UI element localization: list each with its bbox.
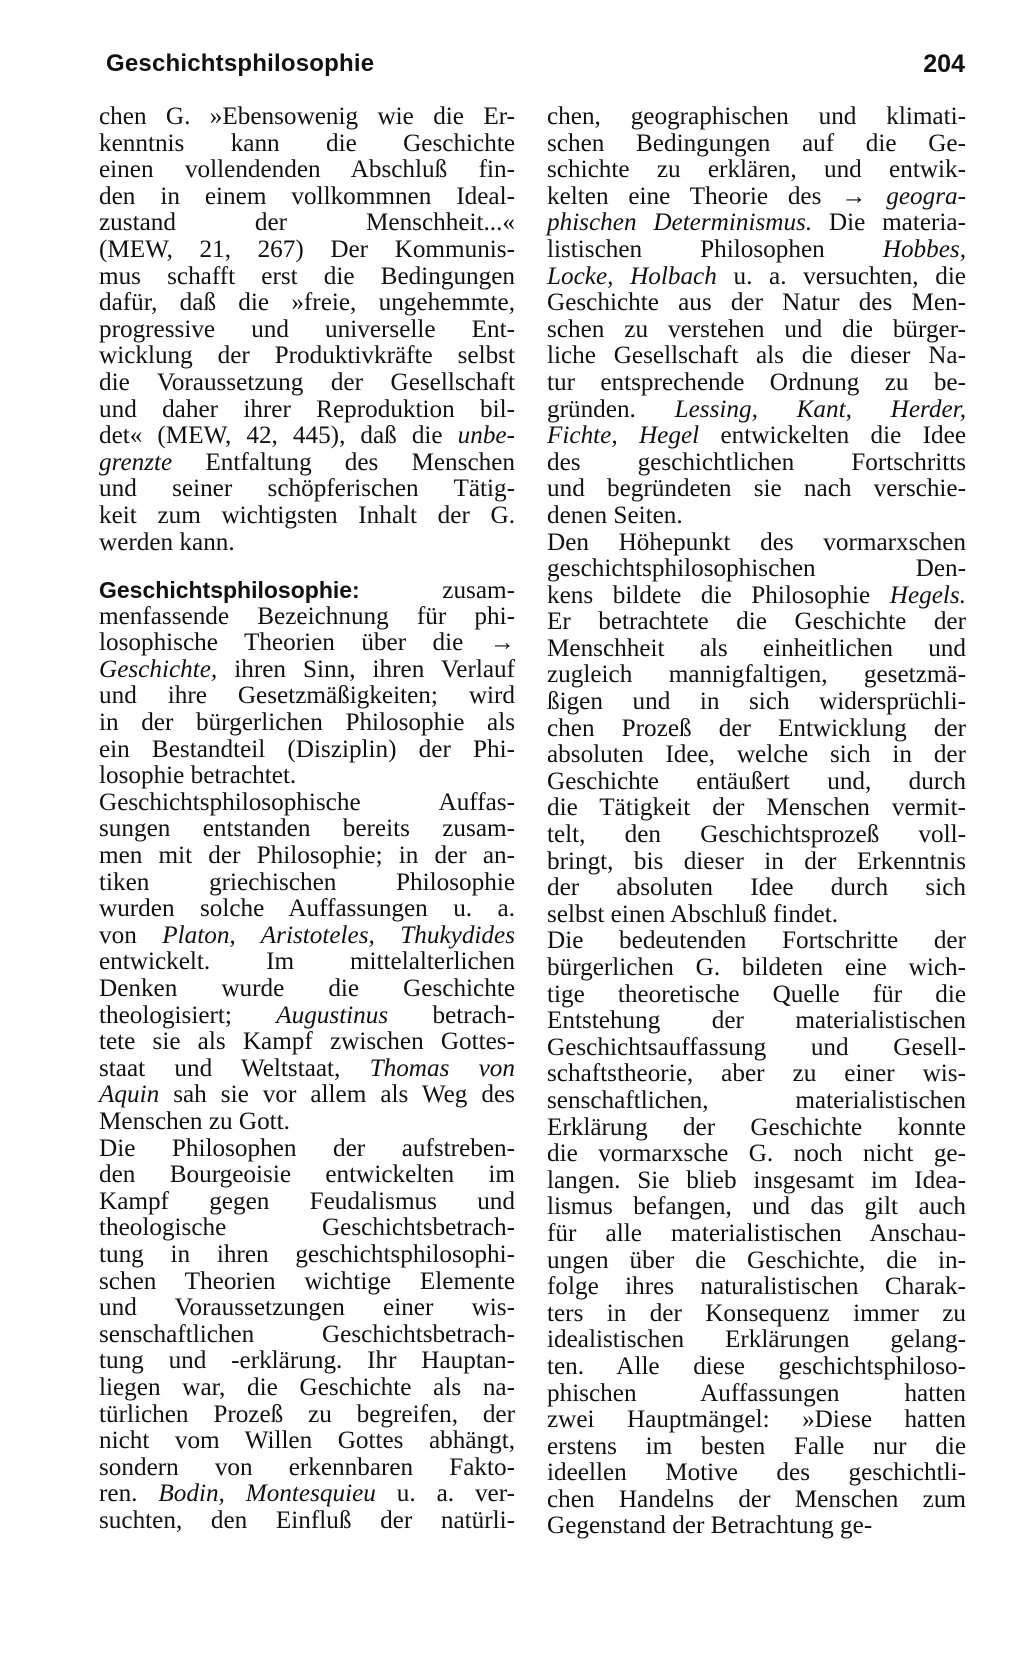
page-header [0,0,1024,100]
text-line: und begründeten sie nach verschie- [547,475,966,503]
text-line: Aquin sah sie vor allem als Weg des [99,1081,515,1109]
text-line: Erklärung der Geschichte konnte [547,1113,966,1141]
text-line: tung und -erklärung. Ihr Hauptan- [99,1347,515,1375]
text-line: sungen entstanden bereits zusam- [99,815,515,843]
text-line: chen G. »Ebensowenig wie die Er- [99,103,515,130]
text-line: ten. Alle diese geschichtsphiloso- [547,1352,966,1380]
text-line: ungen über die Geschichte, die in- [547,1246,966,1274]
text-line: Die bedeutenden Fortschritte der [547,927,966,955]
left-text-column [99,104,515,1534]
text-line: progressive und universelle Ent- [99,315,515,343]
text-line: Den Höhepunkt des vormarxschen [547,528,966,556]
text-line: des geschichtlichen Fortschritts [547,448,966,476]
text-line: Geschichtsphilosophische Auffas- [99,788,515,816]
text-line: schen Theorien wichtige Elemente [99,1267,515,1295]
text-line: Menschheit als einheitlichen und [547,634,966,662]
text-line: liegen war, die Geschichte als na- [99,1373,515,1401]
text-line: tung in ihren geschichtsphilosophi- [99,1240,515,1268]
text-line: senschaftlichen, materialistischen [547,1086,966,1114]
text-line: suchten, den Einfluß der natürli- [99,1506,515,1534]
text-line: ideellen Motive des geschichtli- [547,1459,966,1487]
text-line: ters in der Konsequenz immer zu [547,1299,966,1327]
text-line: bürgerlichen G. bildeten eine wich- [547,954,966,981]
text-line: wicklung der Produktivkräfte selbst [99,342,515,370]
text-line: Die Philosophen der aufstreben- [99,1134,515,1162]
text-line: der absoluten Idee durch sich [547,874,966,902]
text-line: den Bourgeoisie entwickelten im [99,1161,515,1189]
text-line: in der bürgerlichen Philosophie als [99,709,515,737]
text-line: schen Bedingungen auf die Ge- [547,129,966,157]
text-line: sondern von erkennbaren Fakto- [99,1453,515,1481]
text-line: und Voraussetzungen einer wis- [99,1294,515,1322]
text-line: det« (MEW, 42, 445), daß die unbe- [99,422,515,450]
text-line: staat und Weltstaat, Thomas von [99,1054,515,1082]
text-line: langen. Sie blieb insgesamt im Idea- [547,1166,966,1194]
text-line: für alle materialistischen Anschau- [547,1219,966,1247]
text-line: ßigen und in sich widersprüchli- [547,688,966,716]
text-line: denen Seiten. [547,501,683,529]
text-line: Geschichte entäußert und, durch [547,767,966,795]
text-line: Geschichte aus der Natur des Men- [547,289,966,317]
text-line: Locke, Holbach u. a. versuchten, die [547,262,966,290]
text-line: türlichen Prozeß zu begreifen, der [99,1400,515,1428]
text-line: kelten eine Theorie des → geogra- [547,182,966,210]
text-line: geschichtsphilosophischen Den- [547,555,966,583]
text-line: Kampf gegen Feudalismus und [99,1187,515,1215]
text-line: ein Bestandteil (Disziplin) der Phi- [99,735,515,763]
text-line: Geschichtsphilosophie: zusam- [99,577,515,605]
text-line: dafür, daß die »freie, ungehemmte, [99,289,515,317]
text-line: men mit der Philosophie; in der an- [99,842,515,870]
text-line: Menschen zu Gott. [99,1107,290,1135]
text-line: tete sie als Kampf zwischen Gottes- [99,1028,515,1056]
text-line: und seiner schöpferischen Tätig- [99,475,515,503]
text-line: und ihre Gesetzmäßigkeiten; wird [99,682,515,710]
page-number: 204 [923,50,965,78]
text-line: Fichte, Hegel entwickelten die Idee [547,422,966,450]
text-line: grenzte Entfaltung des Menschen [99,448,515,476]
text-line: listischen Philosophen Hobbes, [547,235,966,263]
text-line: Gegenstand der Betrachtung ge- [547,1512,873,1540]
text-line: liche Gesellschaft als die dieser Na- [547,342,966,370]
text-line: erstens im besten Falle nur die [547,1432,966,1460]
text-line: die vormarxsche G. noch nicht ge- [547,1140,966,1168]
text-line: telt, den Geschichtsprozeß voll- [547,821,966,849]
right-text-column [547,104,966,1540]
text-line: keit zum wichtigsten Inhalt der G. [99,501,515,529]
text-line: tur entsprechende Ordnung zu be- [547,368,966,396]
text-line: phischen Determinismus. Die materia- [547,209,966,237]
text-line: schen zu verstehen und die bürger- [547,315,966,343]
text-line: bringt, bis dieser in der Erkenntnis [547,847,966,875]
entry-headword: Geschichtsphilosophie: [99,577,360,604]
text-line: einen vollendenden Abschluß fin- [99,156,515,184]
text-line: chen, geographischen und klimati- [547,103,966,130]
text-line: lismus befangen, und das gilt auch [547,1193,966,1221]
text-line: tiken griechischen Philosophie [99,868,515,896]
text-line: losophische Theorien über die → [99,629,515,657]
text-line: den in einem vollkommnen Ideal- [99,182,515,210]
text-line: schaftstheorie, aber zu einer wis- [547,1060,966,1088]
text-line: phischen Auffassungen hatten [547,1379,966,1407]
text-line: schichte zu erklären, und entwik- [547,156,966,184]
text-line: Geschichte, ihren Sinn, ihren Verlauf [99,655,515,683]
text-line: absoluten Idee, welche sich in der [547,741,966,769]
text-line: zustand der Menschheit...« [99,209,515,237]
text-line: wurden solche Auffassungen u. a. [99,895,515,923]
text-line: kenntnis kann die Geschichte [99,129,515,157]
text-line: Er betrachtete die Geschichte der [547,608,966,636]
text-line: zugleich mannigfaltigen, gesetzmä- [547,661,966,689]
text-line: kens bildete die Philosophie Hegels. [547,581,966,609]
text-line: Geschichtsauffassung und Gesell- [547,1033,966,1061]
text-line: tige theoretische Quelle für die [547,980,966,1008]
text-line: die Voraussetzung der Gesellschaft [99,368,515,396]
text-line: und daher ihrer Reproduktion bil- [99,395,515,423]
text-line: idealistischen Erklärungen gelang- [547,1326,966,1354]
text-line: nicht vom Willen Gottes abhängt, [99,1427,515,1455]
text-line: (MEW, 21, 267) Der Kommunis- [99,235,515,263]
text-line: Entstehung der materialistischen [547,1007,966,1035]
text-line: die Tätigkeit der Menschen vermit- [547,794,966,822]
text-line: gründen. Lessing, Kant, Herder, [547,395,966,423]
text-line: theologische Geschichtsbetrach- [99,1214,515,1242]
text-line: losophie betrachtet. [99,762,297,790]
text-line: entwickelt. Im mittelalterlichen [99,948,515,976]
text-line: folge ihres naturalistischen Charak- [547,1273,966,1301]
text-line: Denken wurde die Geschichte [99,975,515,1002]
text-line: von Platon, Aristoteles, Thukydides [99,921,515,949]
text-line: theologisiert; Augustinus betrach- [99,1001,515,1029]
text-line: selbst einen Abschluß findet. [547,900,839,928]
text-line: menfassende Bezeichnung für phi- [99,602,515,630]
text-line: mus schafft erst die Bedingungen [99,262,515,290]
running-title: Geschichtsphilosophie [106,50,375,77]
text-line: ren. Bodin, Montesquieu u. a. ver- [99,1480,515,1508]
text-line: chen Prozeß der Entwicklung der [547,714,966,742]
text-line: chen Handelns der Menschen zum [547,1485,966,1513]
text-line: zwei Hauptmängel: »Diese hatten [547,1406,966,1434]
text-line: senschaftlichen Geschichtsbetrach- [99,1320,515,1348]
text-line: werden kann. [99,528,235,556]
